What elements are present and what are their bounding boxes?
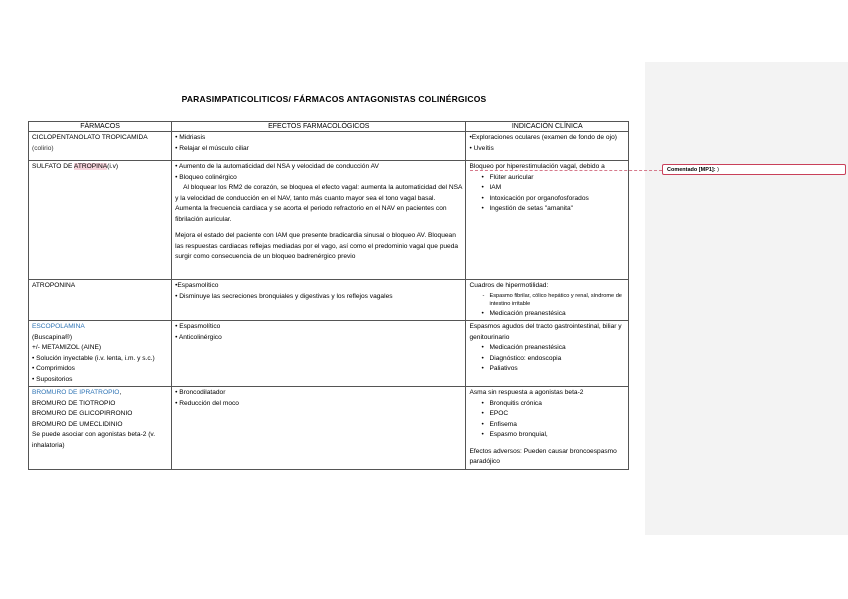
indication-head: Bloqueo por hiperestimulación vagal, debido a [469, 163, 605, 170]
drug-detail: BROMURO DE UMECLIDINIO [32, 420, 123, 428]
drug-cell [29, 161, 172, 280]
effect-item: • Espasmolítico [175, 323, 221, 330]
table-row [29, 161, 629, 280]
comment-margin-pane [645, 62, 848, 535]
indication-item: • Diagnóstico: endoscopia [469, 354, 625, 365]
drug-name-prefix: SULFATO DE [32, 163, 74, 170]
header-efectos: EFECTOS FARMACOLÓGICOS [172, 122, 466, 132]
effect-item: • Reducción del moco [175, 399, 239, 407]
effects-cell [172, 280, 466, 321]
indication-head: Asma sin respuesta a agonistas beta-2 [469, 389, 584, 396]
document-title: PARASIMPATICOLITICOS/ FÁRMACOS ANTAGONISTAS COLINÉRGICOS [181, 94, 487, 104]
comment-connector-line [470, 170, 662, 171]
indication-item: • Uveítis [469, 144, 494, 152]
indication-item: • Paliativos [469, 364, 625, 375]
header-indicacion: INDICACIÓN CLÍNICA [466, 122, 629, 132]
drug-name: CICLOPENTANOLATO TROPICAMIDA [32, 134, 148, 141]
header-farmacos: FÁRMACOS [29, 122, 172, 132]
drug-name-suffix: (i.v) [107, 163, 119, 170]
drug-cell [29, 280, 172, 321]
effect-item: • Aumento de la automaticidad del NSA y velocidad de conducción AV [175, 163, 379, 170]
indication-item: • Bronquitis crónica [469, 399, 625, 410]
drug-name-suffix: , [119, 389, 122, 396]
effects-cell [172, 132, 466, 161]
drug-table [28, 121, 629, 470]
drug-detail: Se puede asociar con agonistas beta-2 (v. inhalatoria) [32, 431, 156, 449]
indication-cell [466, 321, 629, 387]
drug-detail: • Supositorios [32, 375, 73, 383]
indication-item: • Espasmo bronquial, [469, 430, 625, 441]
drug-name-highlighted[interactable]: ATROPINA [73, 163, 108, 170]
effect-paragraph: Mejora el estado del paciente con IAM que presente bradicardia sinusal o bloqueo AV. Bloquean las respuestas cardiacas reflejas mediadas por el vago, así como el predominio vagal que pueda surgir como consecuencia de un bloqueo badrenérgico previo [175, 232, 459, 260]
drug-detail: BROMURO DE GLICOPIRRONIO [32, 410, 133, 417]
drug-cell [29, 321, 172, 387]
drug-name-link[interactable]: BROMURO DE IPRATROPIO [32, 389, 120, 396]
table-row [29, 321, 629, 387]
drug-name-link[interactable]: ESCOPOLAMINA [32, 323, 85, 330]
indication-item: • Enfisema [469, 420, 625, 431]
drug-detail: (Buscapina®) [32, 333, 73, 341]
indication-footnote: Efectos adversos: Pueden causar broncoespasmo paradójico [469, 447, 617, 465]
effect-item: • Broncodilatador [175, 389, 226, 396]
comment-author: Comentado [MP1]: [667, 167, 716, 173]
table-header-row [29, 122, 629, 132]
indication-item: • Intoxicación por organofosforados [469, 194, 625, 205]
effects-cell [172, 161, 466, 280]
table-row [29, 280, 629, 321]
drug-cell [29, 387, 172, 470]
comment-text: ) [717, 167, 719, 173]
indication-subitem: - Espasmo fibrilar, cólico hepático y renal, síndrome de intestino irritable [469, 292, 625, 309]
drug-note: (colirio) [32, 144, 54, 152]
drug-name: ATROPONINA [32, 282, 76, 289]
drug-detail: • Solución inyectable (i.v. lenta, i.m. y s.c.) [32, 354, 155, 362]
indication-item: •Exploraciones oculares (examen de fondo de ojo) [469, 134, 617, 141]
indication-item: • IAM [469, 183, 625, 194]
effect-item: • Relajar el músculo ciliar [175, 144, 249, 152]
indication-head: Espasmos agudos del tracto gastrointestinal, biliar y genitourinario [469, 323, 622, 341]
effect-item: •Espasmolítico [175, 282, 219, 289]
indication-item: • Medicación preanestésica [469, 309, 625, 320]
indication-cell [466, 132, 629, 161]
indication-item: • Medicación preanestésica [469, 343, 625, 354]
indication-cell [466, 161, 629, 280]
drug-detail: +/- METAMIZOL (AINE) [32, 344, 102, 351]
drug-detail: • Comprimidos [32, 365, 75, 372]
drug-detail: BROMURO DE TIOTROPIO [32, 399, 116, 407]
indication-item: • EPOC [469, 409, 625, 420]
indication-head: Cuadros de hipermotilidad: [469, 282, 549, 289]
indication-item: • Flúter auricular [469, 173, 625, 184]
indication-cell [466, 387, 629, 470]
effect-item: • Bloqueo colinérgico [175, 173, 237, 181]
indication-item: • Ingestión de setas "amanita" [469, 204, 625, 215]
indication-cell [466, 280, 629, 321]
effect-paragraph: Al bloquear los RM2 de corazón, se bloquea el efecto vagal: aumenta la automaticidad del NSA y la velocidad de conducción en el NAV, tanto más cuanto mayor sea el tono vagal basal. Aumenta la frecuencia cardiaca y se acorta el periodo refractorio en el NAV en pacientes con fibrilación auricular. [175, 184, 463, 223]
table-row [29, 132, 629, 161]
effect-item: • Disminuye las secreciones bronquiales y digestivas y los reflejos vagales [175, 292, 393, 300]
table-row [29, 387, 629, 470]
effect-item: • Anticolinérgico [175, 333, 222, 341]
effects-cell [172, 321, 466, 387]
comment-balloon[interactable] [662, 164, 846, 175]
effect-item: • Midriasis [175, 134, 206, 141]
drug-cell [29, 132, 172, 161]
effects-cell [172, 387, 466, 470]
